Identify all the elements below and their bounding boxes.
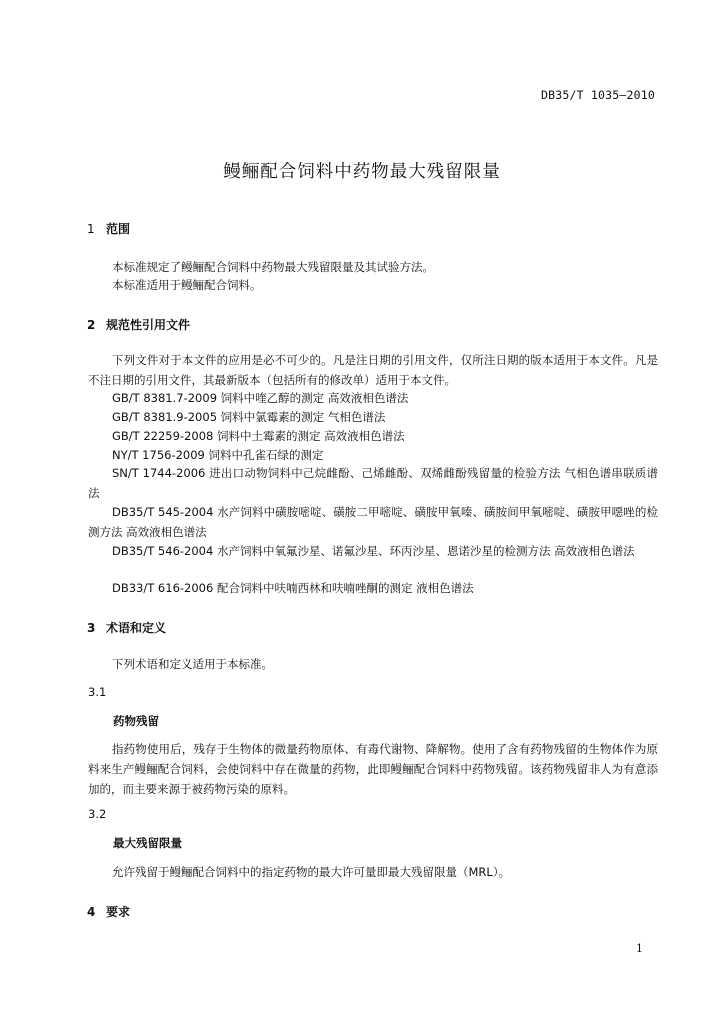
term-definition: 指药物使用后，残存于生物体的微量药物原体、有毒代谢物、降解物。使用了含有药物残留的生物体作为原料来生产鳗鲡配合饲料，会使饲料中存在微量的药物，此即鳗鲡配合饲料中药物残留。该药物残留非人为有意添加的，而主要来源于被药物污染的原料。	[88, 742, 658, 796]
paragraph: 下列术语和定义适用于本标准。	[112, 657, 273, 671]
section-number: 2	[87, 318, 96, 332]
reference-item: NY/T 1756-2009 饲料中孔雀石绿的测定	[112, 448, 324, 462]
section-title: 术语和定义	[106, 621, 167, 635]
term-definition: 允许残留于鳗鲡配合饲料中的指定药物的最大许可量即最大残留限量（MRL）。	[112, 865, 511, 879]
reference-item: DB35/T 545-2004 水产饲料中磺胺嘧啶、磺胺二甲嘧啶、磺胺甲氧嗪、磺胺间甲氧嘧啶、磺胺甲噁唑的检测方法 高效液相色谱法	[88, 505, 658, 539]
term-name: 最大残留限量	[113, 836, 182, 850]
section-number: 1	[87, 222, 95, 236]
section-number: 4	[87, 905, 96, 919]
section-title: 规范性引用文件	[106, 318, 191, 332]
paragraph: 下列文件对于本文件的应用是必不可少的。凡是注日期的引用文件，仅所注日期的版本适用于本文件。凡是不注日期的引用文件，其最新版本（包括所有的修改单）适用于本文件。	[88, 353, 658, 387]
document-id: DB35/T 1035—2010	[541, 88, 655, 102]
reference-item: SN/T 1744-2006 进出口动物饲料中己烷雌酚、己烯雌酚、双烯雌酚残留量的检验方法 气相色谱串联质谱法	[88, 466, 658, 500]
page-number: 1	[636, 942, 643, 955]
section-number: 3	[87, 621, 96, 635]
reference-item: GB/T 22259-2008 饲料中土霉素的测定 高效液相色谱法	[112, 429, 405, 443]
section-2-heading	[87, 316, 190, 333]
reference-item: GB/T 8381.9-2005 饲料中氯霉素的测定 气相色谱法	[112, 410, 386, 424]
term-name: 药物残留	[113, 714, 159, 728]
reference-item: DB35/T 546-2004 水产饲料中氧氟沙星、诺氟沙星、环丙沙星、恩诺沙星的检测方法 高效液相色谱法	[112, 544, 635, 558]
term-number: 3.2	[88, 807, 107, 821]
reference-item: GB/T 8381.7-2009 饲料中喹乙醇的测定 高效液相色谱法	[112, 391, 409, 405]
section-title: 范围	[106, 222, 131, 236]
reference-item: DB33/T 616-2006 配合饲料中呋喃西林和呋喃唑酮的测定 液相色谱法	[112, 581, 474, 595]
term-number: 3.1	[88, 685, 107, 699]
section-4-heading	[87, 903, 130, 920]
section-3-heading	[87, 619, 166, 636]
page-title: 鳗鲡配合饲料中药物最大残留限量	[223, 162, 501, 182]
section-title: 要求	[106, 905, 131, 919]
paragraph: 本标准适用于鳗鲡配合饲料。	[112, 278, 262, 292]
section-1-heading	[87, 220, 130, 237]
paragraph: 本标准规定了鳗鲡配合饲料中药物最大残留限量及其试验方法。	[112, 260, 434, 274]
